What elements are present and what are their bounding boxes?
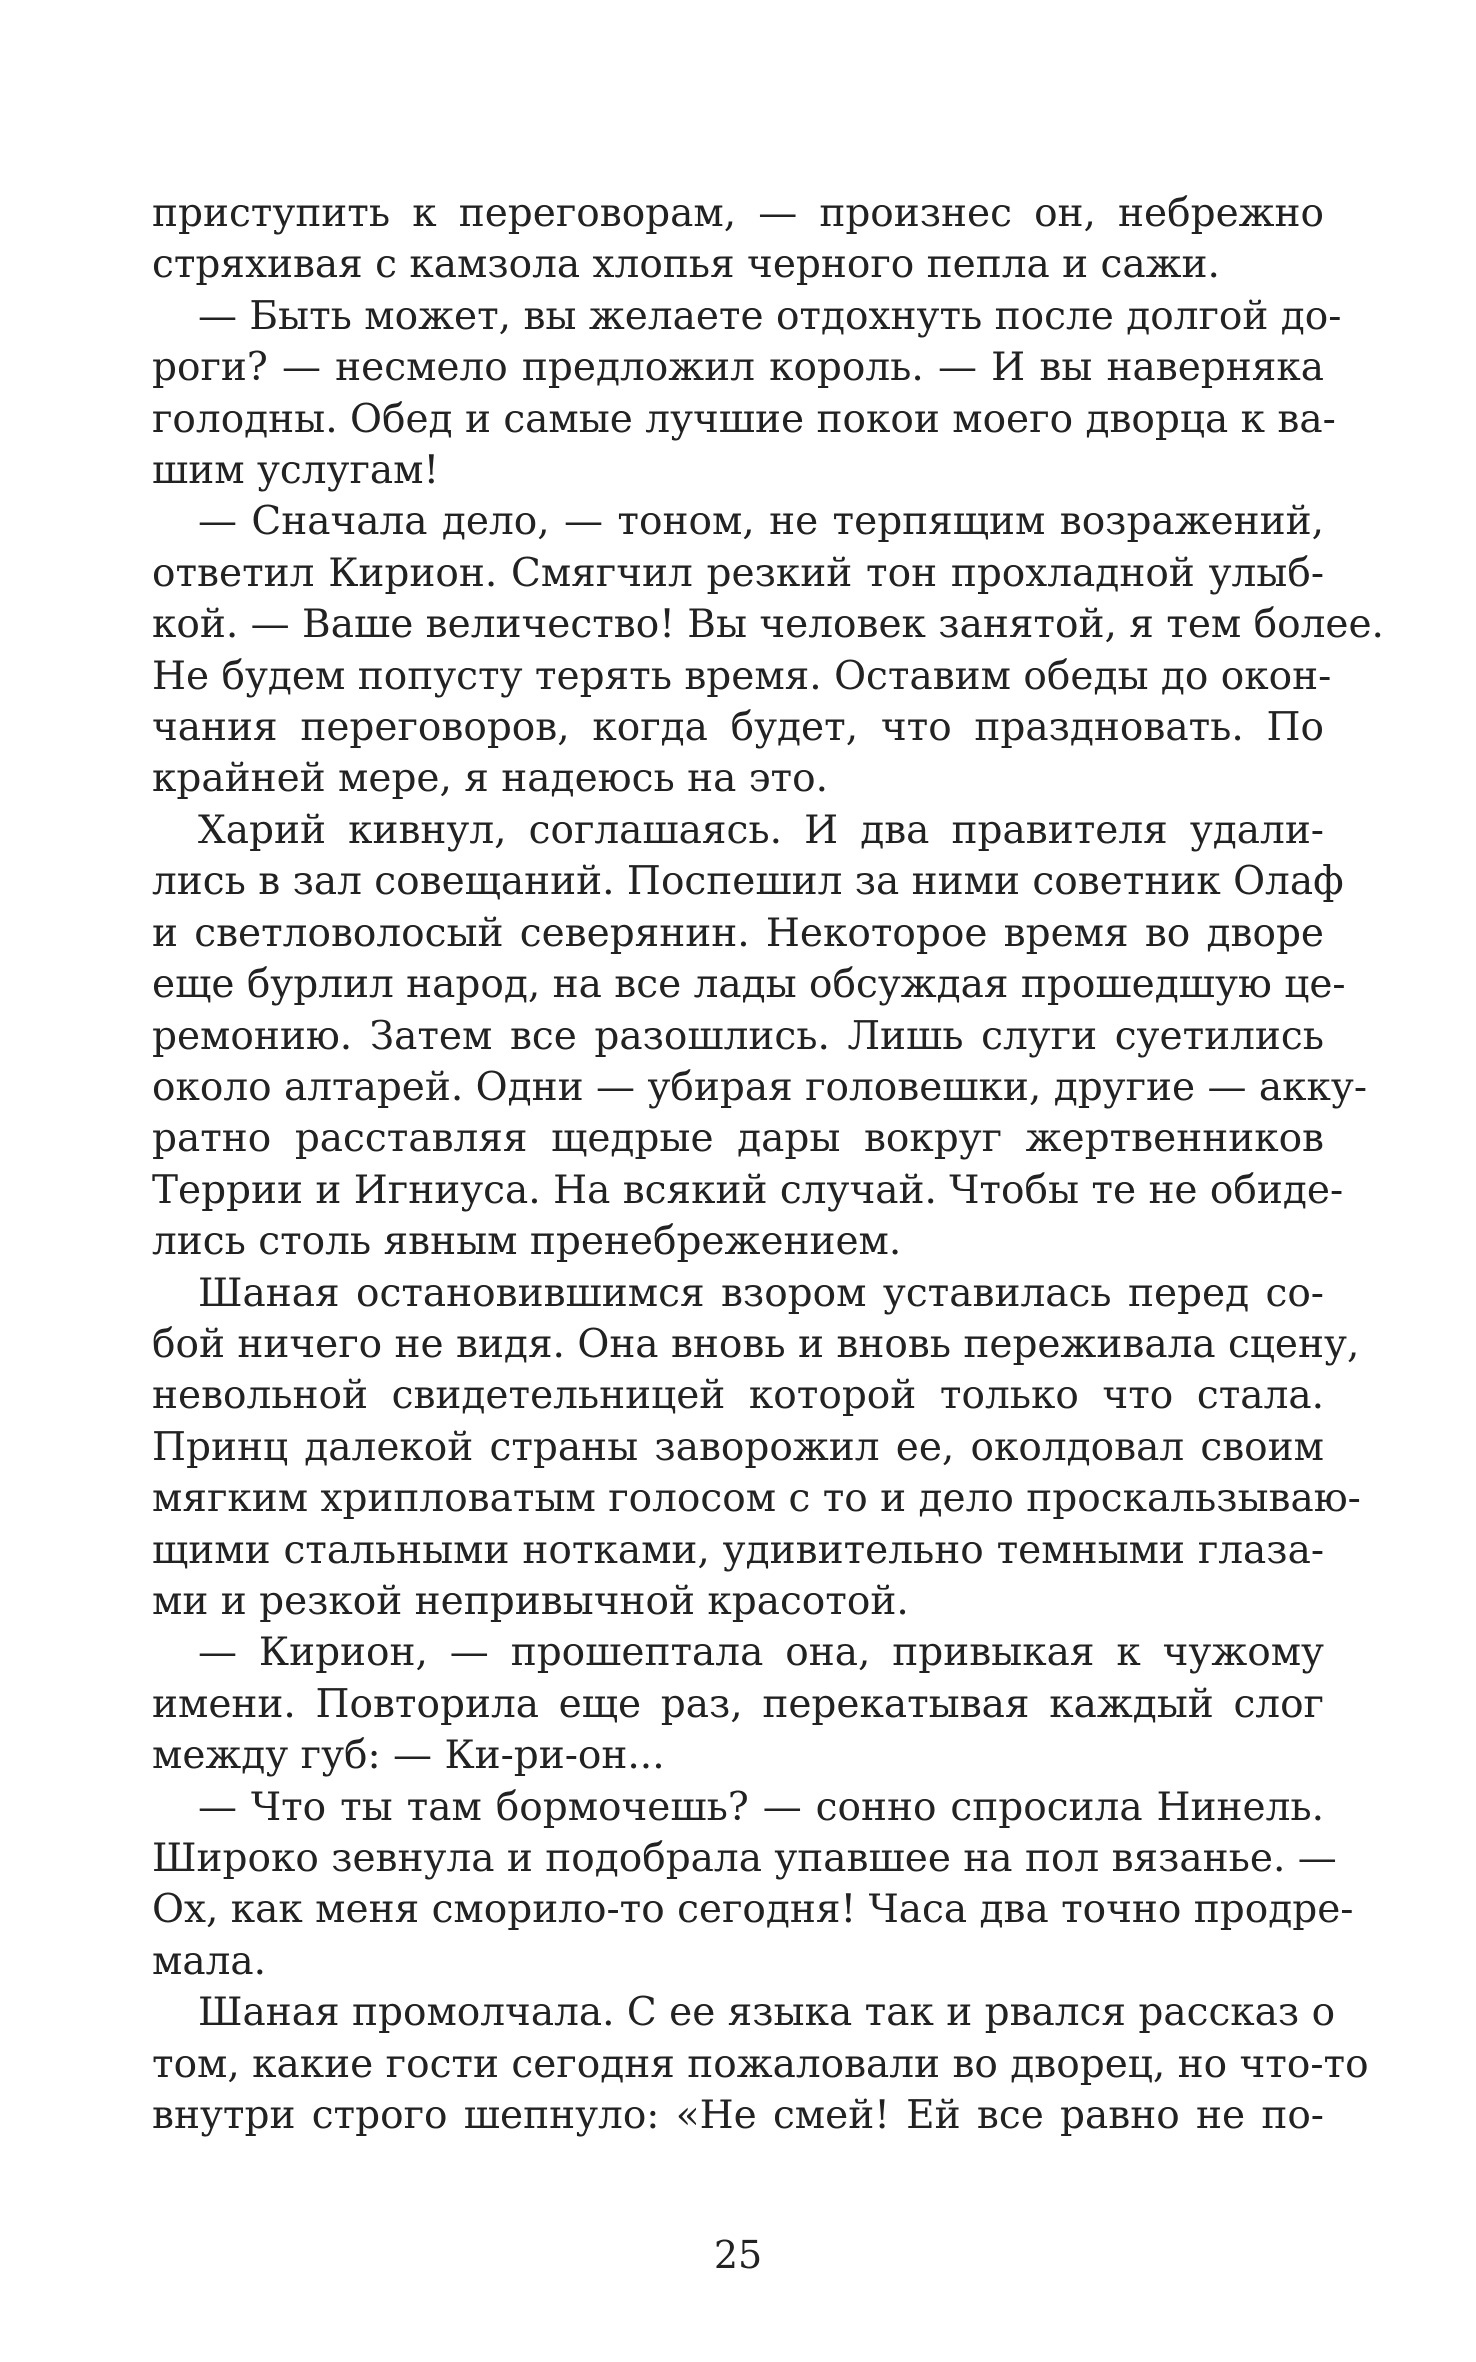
text-line: невольной свидетельницей которой только что стала. bbox=[152, 1373, 1324, 1419]
text-line: около алтарей. Одни — убирая головешки, другие — акку- bbox=[152, 1064, 1368, 1110]
text-line: том, какие гости сегодня пожаловали во дворец, но что-то bbox=[152, 2041, 1369, 2087]
text-line: и светловолосый северянин. Некоторое время во дворе bbox=[152, 910, 1324, 956]
page-number: 25 bbox=[713, 2233, 763, 2277]
text-line: роги? — несмело предложил король. — И вы наверняка bbox=[152, 345, 1324, 391]
text-line: Не будем попусту терять время. Оставим обеды до окон- bbox=[152, 653, 1332, 699]
text-line: голодны. Обед и самые лучшие покои моего дворца к ва- bbox=[152, 396, 1336, 442]
text-line: ратно расставляя щедрые дары вокруг жертвенников bbox=[152, 1116, 1324, 1162]
text-line: приступить к переговорам, — произнес он, небрежно bbox=[152, 191, 1324, 236]
text-line: еще бурлил народ, на все лады обсуждая прошедшую це- bbox=[152, 962, 1346, 1008]
text-line: щими стальными нотками, удивительно темными глаза- bbox=[152, 1527, 1324, 1573]
text-line: Террии и Игниуса. На всякий случай. Чтобы те не обиде- bbox=[152, 1167, 1344, 1213]
text-line: Шаная промолчала. С ее языка так и рвался рассказ о bbox=[198, 1990, 1336, 2036]
text-line: ремонию. Затем все разошлись. Лишь слуги суетились bbox=[152, 1013, 1324, 1059]
text-line: — Быть может, вы желаете отдохнуть после долгой до- bbox=[198, 293, 1342, 339]
text-line: бой ничего не видя. Она вновь и вновь переживала сцену, bbox=[152, 1321, 1360, 1367]
text-line: шим услугам! bbox=[152, 448, 440, 494]
text-line: чания переговоров, когда будет, что праздновать. По bbox=[152, 705, 1324, 751]
text-line: — Сначала дело, — тоном, не терпящим возражений, bbox=[198, 499, 1324, 545]
text-line: лись столь явным пренебрежением. bbox=[152, 1219, 902, 1265]
text-line: ми и резкой непривычной красотой. bbox=[152, 1578, 909, 1624]
paragraph bbox=[152, 496, 1384, 804]
text-line: внутри строго шепнуло: «Не смей! Ей все равно не по- bbox=[152, 2093, 1324, 2139]
text-line: крайней мере, я надеюсь на это. bbox=[152, 756, 829, 802]
paragraph bbox=[152, 188, 1324, 291]
text-line: Принц далекой страны заворожил ее, околдовал своим bbox=[152, 1424, 1324, 1470]
text-line: кой. — Ваше величество! Вы человек занятой, я тем более. bbox=[152, 602, 1384, 648]
text-line: мала. bbox=[152, 1938, 267, 1984]
paragraph bbox=[152, 1268, 1361, 1628]
text-line: ответил Кирион. Смягчил резкий тон прохладной улыб- bbox=[152, 550, 1324, 596]
paragraph bbox=[152, 1627, 1324, 1781]
text-line: — Что ты там бормочешь? — сонно спросила Нинель. bbox=[198, 1784, 1324, 1830]
text-line: стряхивая с камзола хлопья черного пепла и сажи. bbox=[152, 242, 1220, 288]
text-line: — Кирион, — прошептала она, привыкая к чужому bbox=[198, 1630, 1324, 1676]
paragraph bbox=[152, 805, 1368, 1268]
text-line: мягким хрипловатым голосом с то и дело проскальзываю- bbox=[152, 1476, 1361, 1522]
text-line: Ох, как меня сморило-то сегодня! Часа два точно продре- bbox=[152, 1887, 1354, 1933]
body-text bbox=[152, 188, 1384, 2141]
text-line: Харий кивнул, соглашаясь. И два правителя удали- bbox=[198, 807, 1324, 853]
text-line: между губ: — Ки-ри-он... bbox=[152, 1733, 665, 1779]
paragraph bbox=[152, 1782, 1354, 1988]
text-line: Широко зевнула и подобрала упавшее на пол вязанье. — bbox=[152, 1836, 1337, 1881]
text-line: Шаная остановившимся взором уставилась перед со- bbox=[198, 1270, 1324, 1316]
text-line: лись в зал совещаний. Поспешил за ними советник Олаф bbox=[152, 859, 1344, 905]
text-line: имени. Повторила еще раз, перекатывая каждый слог bbox=[152, 1681, 1324, 1727]
paragraph bbox=[152, 291, 1342, 497]
paragraph bbox=[152, 1987, 1369, 2141]
